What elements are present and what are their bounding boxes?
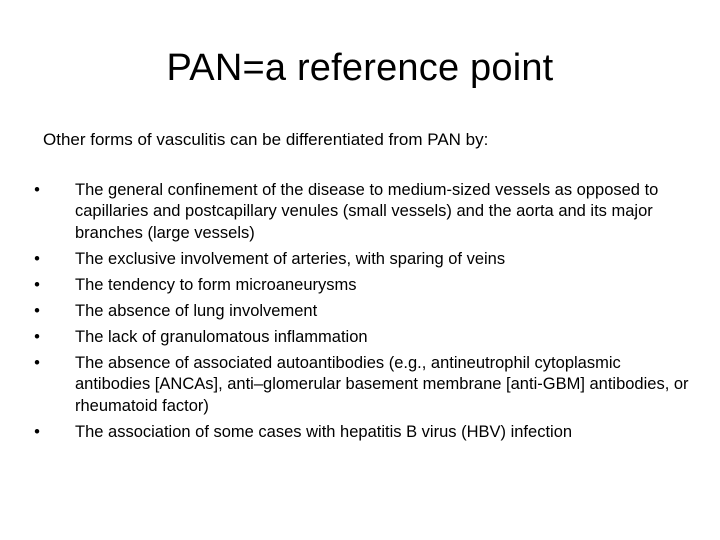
bullet-text: The absence of associated autoantibodies (e.g., antineutrophil cytoplasmic antibodies [ANCAs], anti–glomerular basement membrane [anti-GBM] antibodies, or rheumatoid factor) [75, 353, 689, 415]
bullet-text: The general confinement of the disease to medium-sized vessels as opposed to capillaries and postcapillary venules (small vessels) and the aorta and its major branches (large vessels) [75, 181, 659, 242]
intro-text: Other forms of vasculitis can be differentiated from PAN by: [43, 130, 489, 149]
bullet-text: The absence of lung involvement [75, 301, 318, 320]
list-item [30, 275, 690, 296]
bullet-text: The lack of granulomatous inflammation [75, 327, 368, 346]
list-item [30, 422, 690, 443]
list-item [30, 353, 690, 417]
bullet-icon: • [34, 181, 40, 199]
bullet-text: The tendency to form microaneurysms [75, 275, 357, 294]
list-item [30, 301, 690, 322]
list-item [30, 249, 690, 270]
bullet-icon: • [34, 327, 40, 346]
bullet-icon: • [34, 301, 40, 320]
bullet-text: The association of some cases with hepatitis B virus (HBV) infection [75, 422, 573, 441]
bullet-text: The exclusive involvement of arteries, with sparing of veins [75, 249, 506, 268]
list-item [30, 327, 690, 348]
slide-title: PAN=a reference point [166, 47, 554, 89]
bullet-list [30, 180, 690, 448]
list-item [30, 180, 690, 244]
bullet-icon: • [34, 422, 40, 441]
bullet-icon: • [34, 249, 40, 268]
bullet-icon: • [34, 275, 40, 294]
bullet-icon: • [34, 353, 40, 372]
